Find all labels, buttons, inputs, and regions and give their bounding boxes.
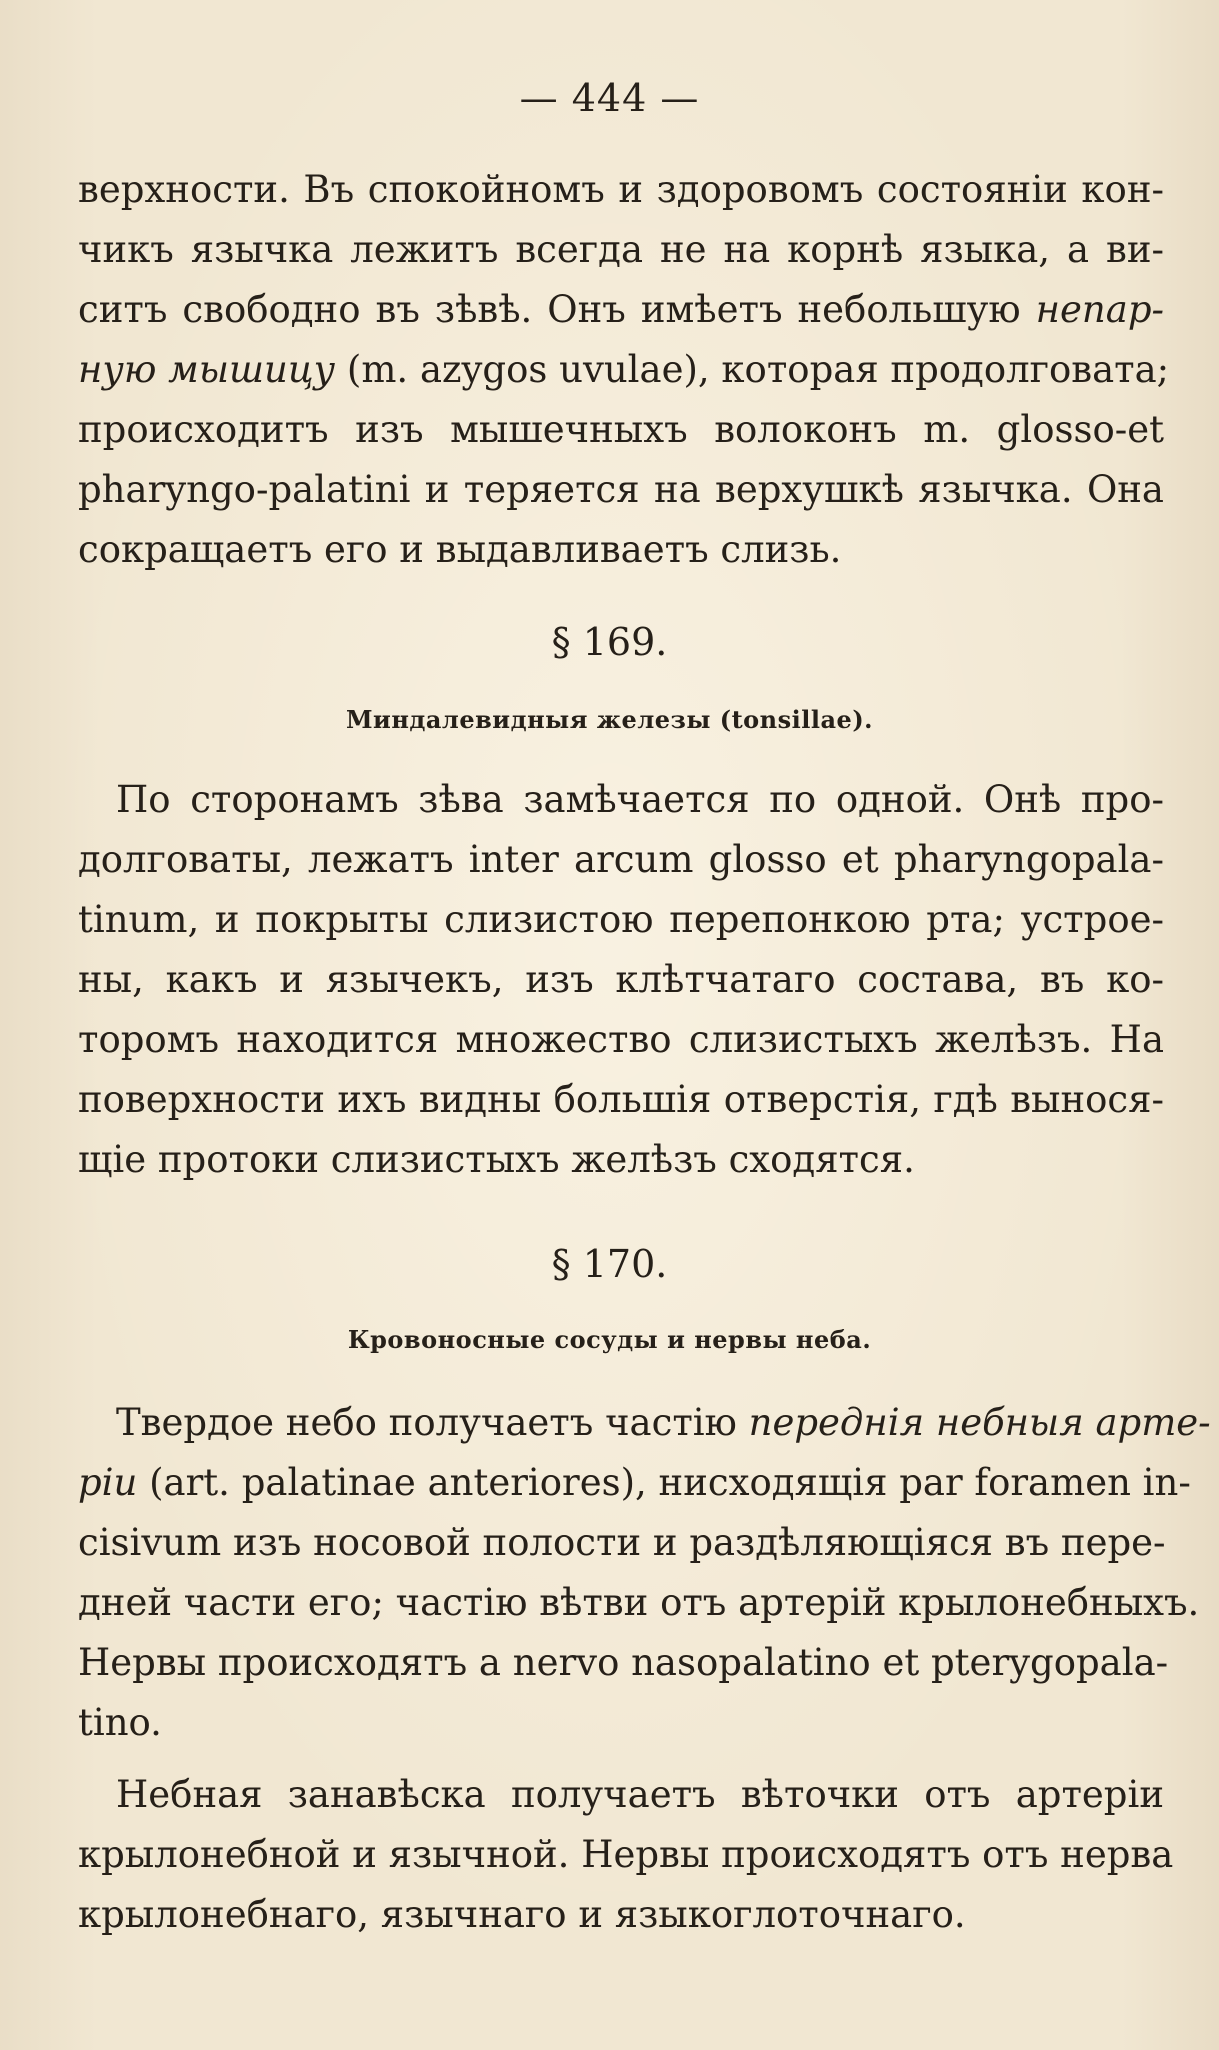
text-line [78, 1393, 1211, 1453]
section-number-170: § 170. [551, 1242, 668, 1286]
text-fragment: (art. palatinae anteriores), нисходящiя par foramen in- [149, 1461, 1191, 1504]
text-line: Нервы происходятъ a nervo nasopalatino et pterygopala- [78, 1641, 1169, 1684]
text-line: Небная занавѣска получаетъ вѣточки отъ артерiи [116, 1773, 1164, 1816]
text-line: верхности. Въ спокойномъ и здоровомъ состоянiи кон- [78, 168, 1164, 211]
paragraph-hard-palate [78, 1393, 1211, 1753]
text-line: щiе протоки слизистыхъ желѣзъ сходятся. [78, 1138, 915, 1181]
text-line: происходитъ изъ мышечныхъ волоконъ m. glosso-et [78, 408, 1164, 451]
italic-term: непар- [1035, 288, 1164, 331]
page-number: — 444 — [519, 76, 700, 120]
italic-term: рiи [78, 1461, 138, 1504]
text-fragment: (m. azygos uvulae), которая продолговата; [346, 348, 1170, 391]
section-title-170: Кровоносные сосуды и нервы неба. [347, 1325, 872, 1354]
text-line: По сторонамъ зѣва замѣчается по одной. Онѣ про- [116, 778, 1164, 821]
text-line: сокращаетъ его и выдавливаетъ слизь. [78, 528, 842, 571]
text-line: крылонебной и язычной. Нервы происходятъ отъ нерва [78, 1833, 1174, 1876]
paragraph-tonsils [78, 770, 1164, 1190]
paragraph-soft-palate [78, 1765, 1174, 1945]
paragraph-uvula [78, 160, 1170, 580]
text-line: pharyngo-palatini и теряется на верхушкѣ язычка. Она [78, 468, 1164, 511]
text-fragment: ситъ свободно въ зѣвѣ. Онъ имѣетъ небольшую [78, 288, 1021, 331]
text-fragment: Твердое небо получаетъ частiю [116, 1401, 737, 1444]
text-line: чикъ язычка лежитъ всегда не на корнѣ языка, а ви- [78, 228, 1164, 271]
text-line: дней части его; частiю вѣтви отъ артерiй крылонебныхъ. [78, 1581, 1200, 1624]
text-line [78, 1453, 1191, 1513]
text-line: tino. [78, 1701, 162, 1744]
text-line: cisivum изъ носовой полости и раздѣляющiяся въ пере- [78, 1521, 1166, 1564]
section-number-169: § 169. [551, 620, 668, 664]
section-title-169: Миндалевидныя железы (tonsillae). [345, 705, 874, 734]
text-line [78, 280, 1164, 340]
italic-term: переднiя небныя арте- [748, 1401, 1211, 1444]
text-line: ны, какъ и язычекъ, изъ клѣтчатаго состава, въ ко- [78, 958, 1164, 1001]
italic-term: ную мышицу [78, 348, 336, 391]
text-line: торомъ находится множество слизистыхъ желѣзъ. На [78, 1018, 1164, 1061]
text-line: долговаты, лежатъ inter arcum glosso et pharyngopala- [78, 838, 1164, 881]
text-line: крылонебнаго, язычнаго и языкоглоточнаго. [78, 1893, 966, 1936]
text-line [78, 340, 1170, 400]
text-line: tinum, и покрыты слизистою перепонкою рта; устрое- [78, 898, 1164, 941]
text-line: поверхности ихъ видны большiя отверстiя, гдѣ вынося- [78, 1078, 1164, 1121]
